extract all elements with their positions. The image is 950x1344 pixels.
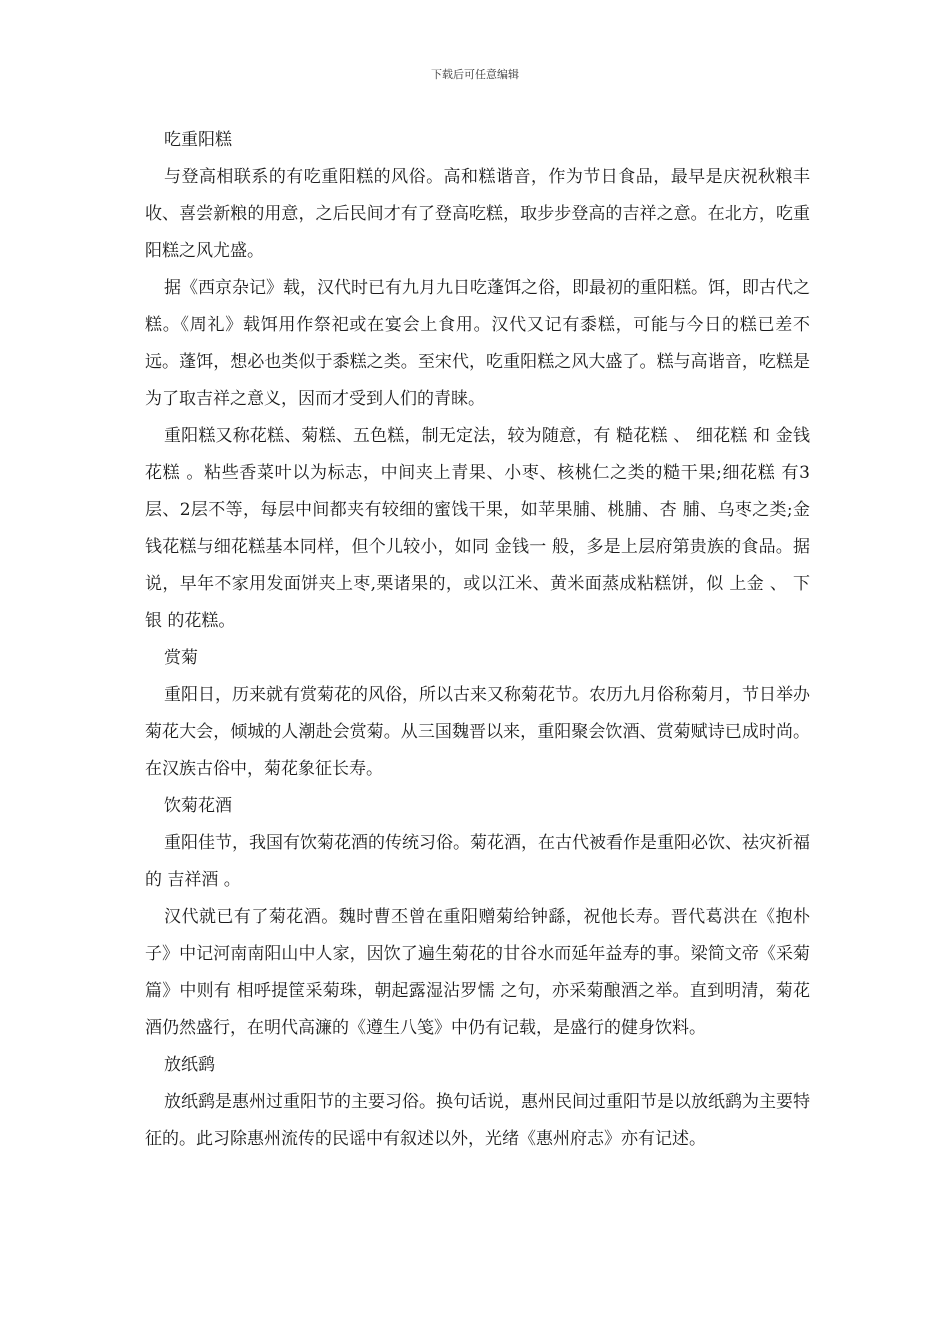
paragraph: 据《西京杂记》载，汉代时已有九月九日吃蓬饵之俗，即最初的重阳糕。饵，即古代之糕。《周礼》载饵用作祭祀或在宴会上食用。汉代又记有黍糕，可能与今日的糕已差不远。蓬饵，想必也类似于黍糕之类。至宋代，吃重阳糕之风大盛了。糕与高谐音，吃糕是为了取吉祥之意义，因而才受到人们的青睐。 — [145, 278, 810, 409]
section-heading: 饮菊花酒 — [164, 796, 232, 816]
section-heading: 放纸鹞 — [164, 1055, 215, 1075]
paragraph: 放纸鹞是惠州过重阳节的主要习俗。换句话说，惠州民间过重阳节是以放纸鹞为主要特征的。此习除惠州流传的民谣中有叙述以外，光绪《惠州府志》亦有记述。 — [145, 1092, 810, 1149]
paragraph: 汉代就已有了菊花酒。魏时曹丕曾在重阳赠菊给钟繇，祝他长寿。晋代葛洪在《抱朴子》中记河南南阳山中人家，因饮了遍生菊花的甘谷水而延年益寿的事。梁简文帝《采菊篇》中则有 相呼提筐采菊珠，朝起露湿沾罗懦 之句，亦采菊酿酒之举。直到明清，菊花酒仍然盛行，在明代高濂的《遵生八笺》中仍有记载，是盛行的健身饮料。 — [145, 907, 810, 1038]
section-heading: 赏菊 — [164, 648, 198, 668]
section-kite-flying — [145, 1047, 810, 1158]
section-chrysanthemum-viewing — [145, 640, 810, 788]
paragraph: 重阳日，历来就有赏菊花的风俗，所以古来又称菊花节。农历九月俗称菊月，节日举办菊花大会，倾城的人潮赴会赏菊。从三国魏晋以来，重阳聚会饮酒、赏菊赋诗已成时尚。在汉族古俗中，菊花象征长寿。 — [145, 685, 810, 779]
document-body — [145, 122, 810, 1158]
section-heading: 吃重阳糕 — [164, 130, 232, 150]
paragraph: 重阳佳节，我国有饮菊花酒的传统习俗。菊花酒，在古代被看作是重阳必饮、祛灾祈福的 吉祥酒 。 — [145, 833, 810, 890]
paragraph: 重阳糕又称花糕、菊糕、五色糕，制无定法，较为随意，有 糙花糕 、 细花糕 和 金钱花糕 。粘些香菜叶以为标志，中间夹上青果、小枣、核桃仁之类的糙干果;细花糕 有3层、2层不等，每层中间都夹有较细的蜜饯干果，如苹果脯、桃脯、杏 脯、乌枣之类;金钱花糕与细花糕基本同样，但个儿较小，如同 金钱一 般，多是上层府第贵族的食品。据说，早年不家用发面饼夹上枣,栗诸果的，或以江米、黄米面蒸成粘糕饼，似 上金 、 下银 的花糕。 — [145, 426, 810, 631]
paragraph: 与登高相联系的有吃重阳糕的风俗。高和糕谐音，作为节日食品，最早是庆祝秋粮丰收、喜尝新粮的用意，之后民间才有了登高吃糕，取步步登高的吉祥之意。在北方，吃重阳糕之风尤盛。 — [145, 167, 810, 261]
section-chrysanthemum-wine — [145, 788, 810, 1047]
section-chongyang-cake — [145, 122, 810, 640]
page-header: 下载后可任意编辑 — [431, 68, 519, 81]
